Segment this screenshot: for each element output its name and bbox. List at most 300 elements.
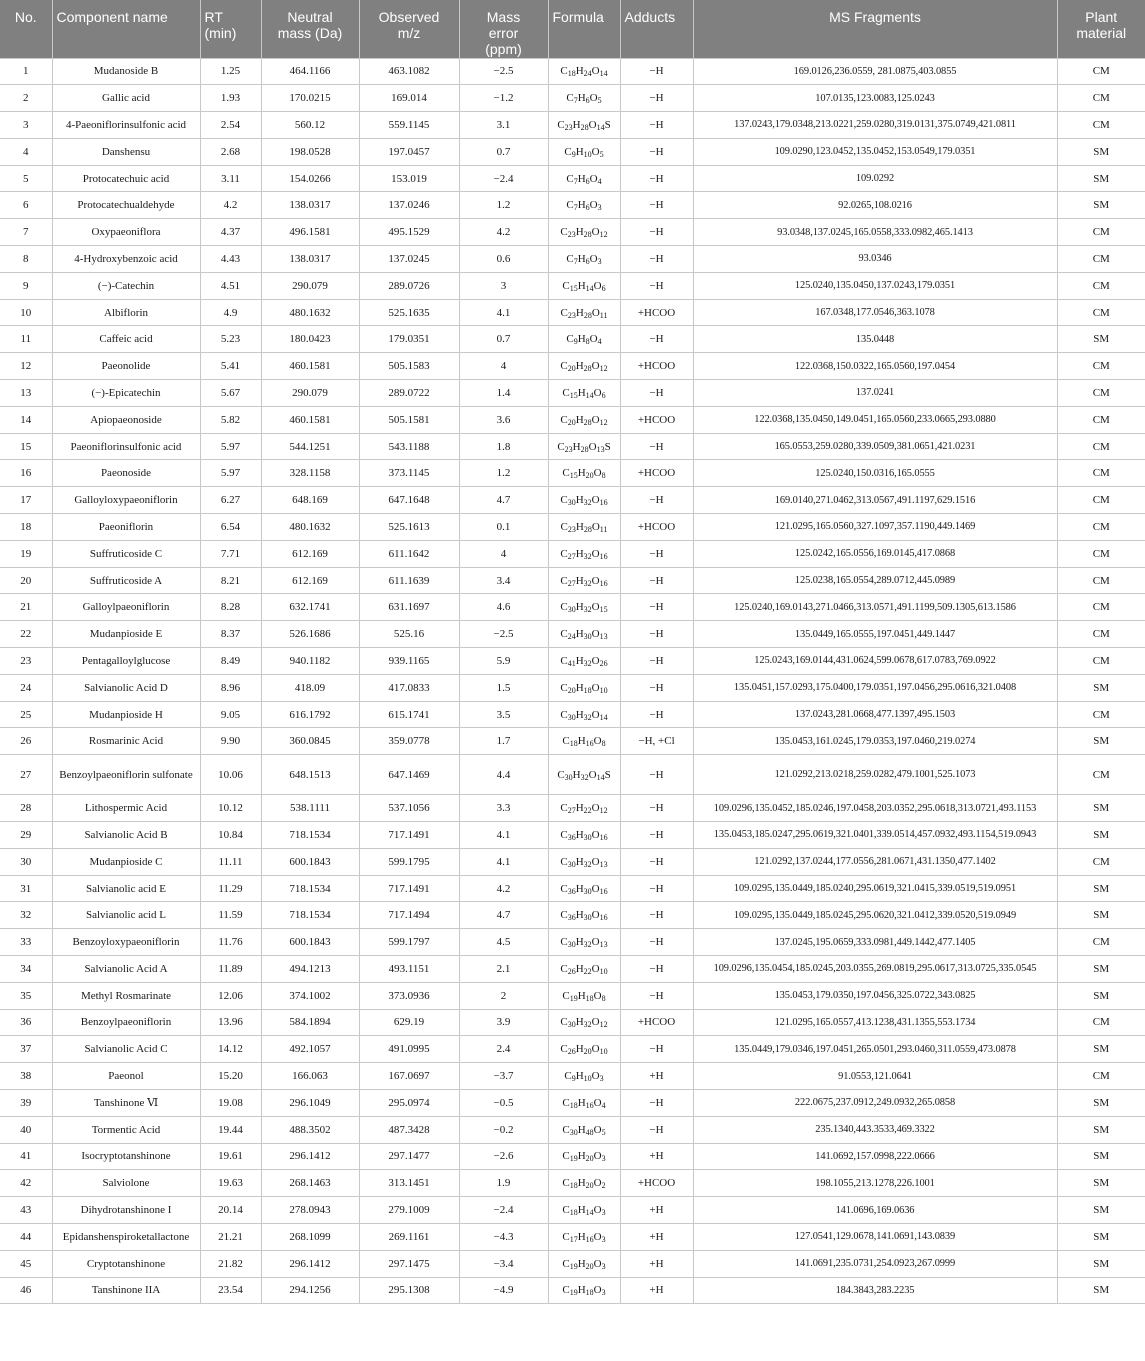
table-row	[0, 982, 1145, 1009]
cell-observed-mz: 599.1797	[359, 929, 459, 956]
cell-no: 1	[0, 58, 52, 85]
cell-no: 7	[0, 219, 52, 246]
cell-mass-error: −2.4	[459, 1197, 548, 1224]
cell-component-name: Danshensu	[52, 138, 200, 165]
cell-neutral-mass: 940.1182	[261, 648, 359, 675]
cell-plant-material: CM	[1057, 1063, 1145, 1090]
cell-ms-fragments: 93.0346	[693, 246, 1057, 273]
cell-rt: 5.23	[200, 326, 261, 353]
cell-plant-material: CM	[1057, 540, 1145, 567]
cell-neutral-mass: 170.0215	[261, 85, 359, 112]
cell-observed-mz: 297.1477	[359, 1143, 459, 1170]
cell-mass-error: 1.4	[459, 380, 548, 407]
cell-mass-error: 0.6	[459, 246, 548, 273]
cell-neutral-mass: 296.1412	[261, 1250, 359, 1277]
cell-formula: $C_{27}H_{32}O_{16}$	[548, 567, 620, 594]
header-observed-mz: Observed m/z	[359, 0, 459, 58]
cell-no: 33	[0, 929, 52, 956]
cell-ms-fragments: 169.0126,236.0559, 281.0875,403.0855	[693, 58, 1057, 85]
cell-ms-fragments: 109.0295,135.0449,185.0240,295.0619,321.0415,339.0519,519.0951	[693, 875, 1057, 902]
cell-mass-error: 2.4	[459, 1036, 548, 1063]
cell-observed-mz: 599.1795	[359, 848, 459, 875]
cell-plant-material: CM	[1057, 299, 1145, 326]
header-mass-error: Mass error (ppm)	[459, 0, 548, 58]
cell-component-name: Tormentic Acid	[52, 1116, 200, 1143]
cell-ms-fragments: 109.0292	[693, 165, 1057, 192]
cell-component-name: Salvianolic Acid D	[52, 674, 200, 701]
cell-rt: 10.12	[200, 795, 261, 822]
cell-observed-mz: 525.1613	[359, 514, 459, 541]
table-row	[0, 460, 1145, 487]
table-row	[0, 594, 1145, 621]
cell-no: 43	[0, 1197, 52, 1224]
cell-component-name: Suffruticoside A	[52, 567, 200, 594]
table-row	[0, 1197, 1145, 1224]
cell-no: 10	[0, 299, 52, 326]
cell-formula: $C_{30}H_{32}O_{16}$	[548, 487, 620, 514]
cell-adducts: +H	[620, 1250, 693, 1277]
table-row	[0, 1063, 1145, 1090]
cell-no: 31	[0, 875, 52, 902]
cell-observed-mz: 289.0722	[359, 380, 459, 407]
cell-mass-error: 4.4	[459, 755, 548, 795]
cell-ms-fragments: 135.0453,179.0350,197.0456,325.0722,343.0825	[693, 982, 1057, 1009]
cell-rt: 19.08	[200, 1089, 261, 1116]
cell-adducts: −H	[620, 982, 693, 1009]
cell-ms-fragments: 109.0290,123.0452,135.0452,153.0549,179.0351	[693, 138, 1057, 165]
cell-adducts: +HCOO	[620, 299, 693, 326]
cell-ms-fragments: 121.0295,165.0557,413.1238,431.1355,553.1734	[693, 1009, 1057, 1036]
cell-component-name: Albiflorin	[52, 299, 200, 326]
table-row	[0, 875, 1145, 902]
cell-ms-fragments: 121.0292,137.0244,177.0556,281.0671,431.1350,477.1402	[693, 848, 1057, 875]
cell-observed-mz: 269.1161	[359, 1223, 459, 1250]
cell-component-name: Caffeic acid	[52, 326, 200, 353]
cell-component-name: Epidanshenspiroketallactone	[52, 1223, 200, 1250]
cell-no: 19	[0, 540, 52, 567]
cell-component-name: Dihydrotanshinone I	[52, 1197, 200, 1224]
cell-plant-material: CM	[1057, 487, 1145, 514]
cell-plant-material: CM	[1057, 433, 1145, 460]
cell-component-name: Salvianolic Acid B	[52, 822, 200, 849]
cell-plant-material: CM	[1057, 406, 1145, 433]
cell-formula: $C_{23}H_{28}O_{11}$	[548, 514, 620, 541]
cell-plant-material: CM	[1057, 353, 1145, 380]
cell-rt: 8.21	[200, 567, 261, 594]
cell-neutral-mass: 560.12	[261, 112, 359, 139]
cell-mass-error: 0.7	[459, 138, 548, 165]
cell-mass-error: 3.4	[459, 567, 548, 594]
cell-no: 38	[0, 1063, 52, 1090]
cell-no: 2	[0, 85, 52, 112]
cell-component-name: Rosmarinic Acid	[52, 728, 200, 755]
cell-component-name: Mudanoside B	[52, 58, 200, 85]
cell-adducts: −H	[620, 433, 693, 460]
cell-component-name: Lithospermic Acid	[52, 795, 200, 822]
cell-formula: $C_{26}H_{20}O_{10}$	[548, 1036, 620, 1063]
cell-mass-error: 4.2	[459, 875, 548, 902]
cell-formula: $C_{18}H_{16}O_8$	[548, 728, 620, 755]
cell-plant-material: CM	[1057, 460, 1145, 487]
cell-ms-fragments: 137.0243,179.0348,213.0221,259.0280,319.0131,375.0749,421.0811	[693, 112, 1057, 139]
cell-ms-fragments: 125.0243,169.0144,431.0624,599.0678,617.0783,769.0922	[693, 648, 1057, 675]
header-adducts: Adducts	[620, 0, 693, 58]
cell-neutral-mass: 294.1256	[261, 1277, 359, 1304]
cell-component-name: 4-Paeoniflorinsulfonic acid	[52, 112, 200, 139]
cell-plant-material: CM	[1057, 848, 1145, 875]
cell-plant-material: SM	[1057, 1223, 1145, 1250]
cell-plant-material: SM	[1057, 1089, 1145, 1116]
cell-observed-mz: 167.0697	[359, 1063, 459, 1090]
cell-mass-error: 5.9	[459, 648, 548, 675]
cell-plant-material: CM	[1057, 929, 1145, 956]
cell-ms-fragments: 109.0296,135.0452,185.0246,197.0458,203.0352,295.0618,313.0721,493.1153	[693, 795, 1057, 822]
cell-adducts: −H	[620, 848, 693, 875]
cell-ms-fragments: 167.0348,177.0546,363.1078	[693, 299, 1057, 326]
cell-no: 32	[0, 902, 52, 929]
cell-adducts: −H	[620, 85, 693, 112]
cell-neutral-mass: 538.1111	[261, 795, 359, 822]
table-row	[0, 326, 1145, 353]
cell-component-name: Pentagalloylglucose	[52, 648, 200, 675]
cell-plant-material: CM	[1057, 648, 1145, 675]
cell-adducts: −H	[620, 1036, 693, 1063]
cell-no: 11	[0, 326, 52, 353]
table-row	[0, 406, 1145, 433]
cell-observed-mz: 295.0974	[359, 1089, 459, 1116]
cell-rt: 6.27	[200, 487, 261, 514]
cell-ms-fragments: 141.0691,235.0731,254.0923,267.0999	[693, 1250, 1057, 1277]
table-row	[0, 433, 1145, 460]
cell-observed-mz: 373.1145	[359, 460, 459, 487]
cell-plant-material: CM	[1057, 380, 1145, 407]
cell-observed-mz: 717.1491	[359, 822, 459, 849]
cell-observed-mz: 359.0778	[359, 728, 459, 755]
cell-mass-error: −2.5	[459, 621, 548, 648]
cell-neutral-mass: 180.0423	[261, 326, 359, 353]
cell-mass-error: 3.6	[459, 406, 548, 433]
cell-formula: $C_{15}H_{14}O_6$	[548, 380, 620, 407]
cell-rt: 5.67	[200, 380, 261, 407]
cell-adducts: −H	[620, 701, 693, 728]
cell-ms-fragments: 222.0675,237.0912,249.0932,265.0858	[693, 1089, 1057, 1116]
cell-no: 20	[0, 567, 52, 594]
cell-neutral-mass: 632.1741	[261, 594, 359, 621]
cell-adducts: +HCOO	[620, 514, 693, 541]
cell-component-name: Mudanpioside H	[52, 701, 200, 728]
cell-observed-mz: 525.16	[359, 621, 459, 648]
cell-adducts: +HCOO	[620, 1009, 693, 1036]
cell-no: 30	[0, 848, 52, 875]
cell-component-name: Salvianolic acid L	[52, 902, 200, 929]
cell-rt: 11.89	[200, 956, 261, 983]
cell-no: 35	[0, 982, 52, 1009]
cell-rt: 3.11	[200, 165, 261, 192]
cell-observed-mz: 373.0936	[359, 982, 459, 1009]
cell-plant-material: CM	[1057, 272, 1145, 299]
cell-observed-mz: 463.1082	[359, 58, 459, 85]
table-row	[0, 1036, 1145, 1063]
cell-no: 6	[0, 192, 52, 219]
cell-component-name: Benzoyloxypaeoniflorin	[52, 929, 200, 956]
cell-adducts: −H	[620, 956, 693, 983]
cell-no: 21	[0, 594, 52, 621]
cell-plant-material: SM	[1057, 1197, 1145, 1224]
cell-neutral-mass: 544.1251	[261, 433, 359, 460]
cell-mass-error: 1.8	[459, 433, 548, 460]
cell-neutral-mass: 648.1513	[261, 755, 359, 795]
cell-neutral-mass: 616.1792	[261, 701, 359, 728]
cell-rt: 5.41	[200, 353, 261, 380]
cell-adducts: −H	[620, 138, 693, 165]
table-row	[0, 299, 1145, 326]
cell-rt: 6.54	[200, 514, 261, 541]
cell-observed-mz: 939.1165	[359, 648, 459, 675]
cell-adducts: +H	[620, 1197, 693, 1224]
cell-component-name: Paeonolide	[52, 353, 200, 380]
cell-formula: $C_{18}H_{14}O_3$	[548, 1197, 620, 1224]
cell-rt: 13.96	[200, 1009, 261, 1036]
cell-component-name: Mudanpioside C	[52, 848, 200, 875]
table-row	[0, 1089, 1145, 1116]
cell-neutral-mass: 464.1166	[261, 58, 359, 85]
cell-observed-mz: 629.19	[359, 1009, 459, 1036]
cell-rt: 4.9	[200, 299, 261, 326]
cell-neutral-mass: 526.1686	[261, 621, 359, 648]
table-row	[0, 701, 1145, 728]
cell-formula: $C_{36}H_{30}O_{16}$	[548, 902, 620, 929]
cell-adducts: −H	[620, 795, 693, 822]
cell-formula: $C_{23}H_{28}O_{12}$	[548, 219, 620, 246]
cell-formula: $C_{15}H_{14}O_6$	[548, 272, 620, 299]
cell-ms-fragments: 122.0368,150.0322,165.0560,197.0454	[693, 353, 1057, 380]
header-component-name: Component name	[52, 0, 200, 58]
cell-mass-error: −1.2	[459, 85, 548, 112]
cell-formula: $C_7H_6O_3$	[548, 246, 620, 273]
cell-ms-fragments: 121.0295,165.0560,327.1097,357.1190,449.1469	[693, 514, 1057, 541]
cell-no: 4	[0, 138, 52, 165]
cell-neutral-mass: 718.1534	[261, 902, 359, 929]
cell-component-name: Tanshinone Ⅵ	[52, 1089, 200, 1116]
cell-rt: 8.28	[200, 594, 261, 621]
cell-ms-fragments: 135.0449,179.0346,197.0451,265.0501,293.0460,311.0559,473.0878	[693, 1036, 1057, 1063]
cell-formula: $C_{18}H_{24}O_{14}$	[548, 58, 620, 85]
table-row	[0, 1223, 1145, 1250]
cell-adducts: −H	[620, 902, 693, 929]
cell-observed-mz: 313.1451	[359, 1170, 459, 1197]
cell-neutral-mass: 492.1057	[261, 1036, 359, 1063]
cell-formula: $C_{23}H_{28}O_{11}$	[548, 299, 620, 326]
cell-plant-material: SM	[1057, 822, 1145, 849]
cell-mass-error: 1.9	[459, 1170, 548, 1197]
cell-neutral-mass: 460.1581	[261, 353, 359, 380]
cell-adducts: −H, +Cl	[620, 728, 693, 755]
cell-mass-error: 3.9	[459, 1009, 548, 1036]
cell-component-name: Cryptotanshinone	[52, 1250, 200, 1277]
cell-neutral-mass: 360.0845	[261, 728, 359, 755]
cell-component-name: Protocatechuic acid	[52, 165, 200, 192]
table-row	[0, 1009, 1145, 1036]
cell-formula: $C_{24}H_{30}O_{13}$	[548, 621, 620, 648]
cell-ms-fragments: 135.0449,165.0555,197.0451,449.1447	[693, 621, 1057, 648]
cell-plant-material: CM	[1057, 755, 1145, 795]
cell-formula: $C_{23}H_{28}O_{14}S$	[548, 112, 620, 139]
cell-rt: 20.14	[200, 1197, 261, 1224]
cell-mass-error: −0.2	[459, 1116, 548, 1143]
cell-formula: $C_{20}H_{28}O_{12}$	[548, 406, 620, 433]
cell-rt: 5.97	[200, 460, 261, 487]
header-rt: RT (min)	[200, 0, 261, 58]
table-row	[0, 567, 1145, 594]
table-row	[0, 929, 1145, 956]
cell-component-name: Oxypaeoniflora	[52, 219, 200, 246]
cell-component-name: Protocatechualdehyde	[52, 192, 200, 219]
cell-observed-mz: 137.0245	[359, 246, 459, 273]
cell-observed-mz: 137.0246	[359, 192, 459, 219]
cell-neutral-mass: 480.1632	[261, 514, 359, 541]
cell-mass-error: −4.3	[459, 1223, 548, 1250]
cell-plant-material: CM	[1057, 621, 1145, 648]
cell-formula: $C_{27}H_{32}O_{16}$	[548, 540, 620, 567]
table-row	[0, 956, 1145, 983]
cell-ms-fragments: 137.0245,195.0659,333.0981,449.1442,477.1405	[693, 929, 1057, 956]
cell-adducts: −H	[620, 380, 693, 407]
cell-adducts: −H	[620, 165, 693, 192]
cell-mass-error: −2.5	[459, 58, 548, 85]
cell-observed-mz: 487.3428	[359, 1116, 459, 1143]
cell-formula: $C_{18}H_{20}O_2$	[548, 1170, 620, 1197]
cell-adducts: +H	[620, 1277, 693, 1304]
cell-observed-mz: 647.1469	[359, 755, 459, 795]
cell-adducts: −H	[620, 875, 693, 902]
cell-mass-error: 4.7	[459, 902, 548, 929]
cell-adducts: −H	[620, 192, 693, 219]
cell-neutral-mass: 584.1894	[261, 1009, 359, 1036]
cell-ms-fragments: 92.0265,108.0216	[693, 192, 1057, 219]
cell-mass-error: 1.7	[459, 728, 548, 755]
cell-component-name: (−)-Epicatechin	[52, 380, 200, 407]
cell-neutral-mass: 648.169	[261, 487, 359, 514]
cell-formula: $C_{30}H_{32}O_{15}$	[548, 594, 620, 621]
cell-neutral-mass: 718.1534	[261, 822, 359, 849]
cell-component-name: Mudanpioside E	[52, 621, 200, 648]
cell-component-name: Paeonol	[52, 1063, 200, 1090]
cell-formula: $C_{19}H_{18}O_8$	[548, 982, 620, 1009]
cell-observed-mz: 611.1639	[359, 567, 459, 594]
cell-ms-fragments: 184.3843,283.2235	[693, 1277, 1057, 1304]
cell-observed-mz: 297.1475	[359, 1250, 459, 1277]
cell-neutral-mass: 278.0943	[261, 1197, 359, 1224]
cell-formula: $C_{23}H_{28}O_{13}S$	[548, 433, 620, 460]
header-ms-fragments: MS Fragments	[693, 0, 1057, 58]
cell-ms-fragments: 141.0692,157.0998,222.0666	[693, 1143, 1057, 1170]
cell-observed-mz: 417.0833	[359, 674, 459, 701]
cell-adducts: −H	[620, 755, 693, 795]
cell-rt: 11.59	[200, 902, 261, 929]
cell-formula: $C_{30}H_{32}O_{14}$	[548, 701, 620, 728]
cell-adducts: +H	[620, 1223, 693, 1250]
cell-mass-error: 3.3	[459, 795, 548, 822]
cell-formula: $C_9H_{10}O_3$	[548, 1063, 620, 1090]
cell-formula: $C_{26}H_{22}O_{10}$	[548, 956, 620, 983]
table-row	[0, 1277, 1145, 1304]
cell-observed-mz: 505.1583	[359, 353, 459, 380]
table-row	[0, 1143, 1145, 1170]
cell-mass-error: −2.4	[459, 165, 548, 192]
cell-plant-material: CM	[1057, 1009, 1145, 1036]
cell-formula: $C_7H_6O_4$	[548, 165, 620, 192]
cell-rt: 8.96	[200, 674, 261, 701]
cell-rt: 19.63	[200, 1170, 261, 1197]
table-row	[0, 138, 1145, 165]
cell-no: 29	[0, 822, 52, 849]
cell-adducts: −H	[620, 272, 693, 299]
cell-observed-mz: 179.0351	[359, 326, 459, 353]
table-row	[0, 246, 1145, 273]
header-plant-material: Plant material	[1057, 0, 1145, 58]
cell-rt: 5.82	[200, 406, 261, 433]
cell-no: 12	[0, 353, 52, 380]
cell-adducts: +HCOO	[620, 460, 693, 487]
cell-neutral-mass: 488.3502	[261, 1116, 359, 1143]
cell-rt: 4.51	[200, 272, 261, 299]
cell-adducts: −H	[620, 567, 693, 594]
cell-ms-fragments: 169.0140,271.0462,313.0567,491.1197,629.1516	[693, 487, 1057, 514]
cell-ms-fragments: 135.0453,185.0247,295.0619,321.0401,339.0514,457.0932,493.1154,519.0943	[693, 822, 1057, 849]
cell-no: 39	[0, 1089, 52, 1116]
cell-formula: $C_{30}H_{48}O_5$	[548, 1116, 620, 1143]
cell-rt: 7.71	[200, 540, 261, 567]
cell-ms-fragments: 135.0451,157.0293,175.0400,179.0351,197.0456,295.0616,321.0408	[693, 674, 1057, 701]
cell-neutral-mass: 480.1632	[261, 299, 359, 326]
cell-no: 8	[0, 246, 52, 273]
cell-neutral-mass: 268.1463	[261, 1170, 359, 1197]
cell-no: 3	[0, 112, 52, 139]
cell-mass-error: 3.5	[459, 701, 548, 728]
cell-observed-mz: 559.1145	[359, 112, 459, 139]
cell-plant-material: SM	[1057, 1116, 1145, 1143]
table-row	[0, 795, 1145, 822]
cell-no: 22	[0, 621, 52, 648]
cell-ms-fragments: 125.0242,165.0556,169.0145,417.0868	[693, 540, 1057, 567]
cell-mass-error: 4.6	[459, 594, 548, 621]
cell-no: 27	[0, 755, 52, 795]
cell-no: 5	[0, 165, 52, 192]
cell-mass-error: 2	[459, 982, 548, 1009]
cell-adducts: −H	[620, 487, 693, 514]
cell-rt: 21.82	[200, 1250, 261, 1277]
cell-ms-fragments: 127.0541,129.0678,141.0691,143.0839	[693, 1223, 1057, 1250]
cell-observed-mz: 493.1151	[359, 956, 459, 983]
cell-rt: 23.54	[200, 1277, 261, 1304]
cell-mass-error: 4.1	[459, 848, 548, 875]
cell-observed-mz: 495.1529	[359, 219, 459, 246]
cell-formula: $C_{27}H_{22}O_{12}$	[548, 795, 620, 822]
cell-mass-error: −0.5	[459, 1089, 548, 1116]
cell-adducts: −H	[620, 822, 693, 849]
cell-adducts: −H	[620, 594, 693, 621]
cell-adducts: −H	[620, 1089, 693, 1116]
cell-observed-mz: 169.014	[359, 85, 459, 112]
cell-plant-material: CM	[1057, 85, 1145, 112]
cell-adducts: +HCOO	[620, 353, 693, 380]
table-row	[0, 514, 1145, 541]
cell-adducts: −H	[620, 219, 693, 246]
cell-rt: 10.84	[200, 822, 261, 849]
table-row	[0, 728, 1145, 755]
cell-formula: $C_9H_8O_4$	[548, 326, 620, 353]
cell-neutral-mass: 718.1534	[261, 875, 359, 902]
